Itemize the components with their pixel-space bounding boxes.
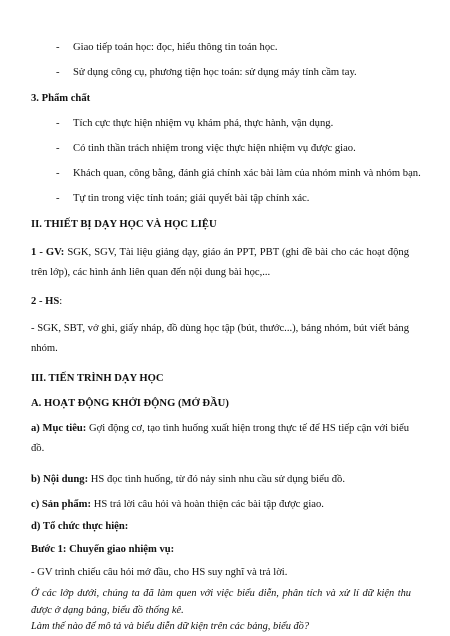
bullet-dash: - <box>56 168 60 179</box>
step-heading: Bước 1: Chuyển giao nhiệm vụ: <box>31 544 175 555</box>
text-content: HS đọc tình huống, từ đó nảy sinh nhu cầu sử dụng biểu đồ. <box>90 474 346 485</box>
bullet-text: Có tinh thần trách nhiệm trong việc thực hiện nhiệm vụ được giao. <box>73 143 356 154</box>
bullet-text: Tích cực thực hiện nhiệm vụ khám phá, thực hành, vận dụng. <box>73 118 334 129</box>
paragraph-gv <box>31 243 409 283</box>
bullet-dash: - <box>56 67 60 78</box>
bullet-dash: - <box>56 143 60 154</box>
italic-question: Làm thế nào để mô tả và biểu diễn dữ kiện trên các bảng, biểu đồ? <box>31 621 310 632</box>
step-text: - GV trình chiếu câu hỏi mở đầu, cho HS suy nghĩ và trả lời. <box>31 567 288 578</box>
bullet-dash: - <box>56 42 60 53</box>
label-organization: d) Tổ chức thực hiện: <box>31 521 129 532</box>
bullet-dash: - <box>56 118 60 129</box>
section-heading: II. THIẾT BỊ DẠY HỌC VÀ HỌC LIỆU <box>31 219 217 230</box>
italic-paragraph: Ở các lớp dưới, chúng ta đã làm quen với việc biểu diễn, phân tích và xử lí dữ kiện thu được ở dạng bảng, biểu đồ thống kê. <box>31 588 411 616</box>
paragraph-hs-label <box>31 292 409 312</box>
paragraph-objective <box>31 419 409 459</box>
bullet-text: Tự tin trong việc tính toán; giải quyết bài tập chính xác. <box>73 193 310 204</box>
section-heading: III. TIẾN TRÌNH DẠY HỌC <box>31 373 164 384</box>
label-hs: 2 - HS <box>31 296 60 307</box>
bullet-text: Giao tiếp toán học: đọc, hiểu thông tin toán học. <box>73 42 278 53</box>
text-objective: Gợi động cơ, tạo tình huống xuất hiện trong thực tế để HS tiếp cận với biểu đồ. <box>31 423 409 454</box>
bullet-text: Sử dụng công cụ, phương tiện học toán: sử dụng máy tính cầm tay. <box>73 67 357 78</box>
label-hs-colon: : <box>59 296 63 307</box>
label-objective: a) Mục tiêu: <box>31 423 87 434</box>
text-gv: SGK, SGV, Tài liệu giảng dạy, giáo án PPT, PBT (ghi đề bài cho các hoạt động trên lớp), các hình ảnh liên quan đến nội dung bài học,... <box>31 247 409 278</box>
label-product: c) Sản phẩm: <box>31 499 92 510</box>
label-gv: 1 - GV: <box>31 247 65 258</box>
paragraph-hs: - SGK, SBT, vở ghi, giấy nháp, đồ dùng học tập (bút, thước...), bảng nhóm, bút viết bảng nhóm. <box>31 323 409 354</box>
section-heading: 3. Phẩm chất <box>31 93 91 104</box>
paragraph-product <box>31 495 409 515</box>
label-content: b) Nội dung: <box>31 474 89 485</box>
text-product: HS trả lời câu hỏi và hoàn thiện các bài tập được giao. <box>93 499 324 510</box>
bullet-text: Khách quan, công bằng, đánh giá chính xác bài làm của nhóm mình và nhóm bạn. <box>73 168 421 179</box>
bullet-dash: - <box>56 193 60 204</box>
paragraph-content <box>31 470 409 490</box>
sub-heading: A. HOẠT ĐỘNG KHỞI ĐỘNG (MỞ ĐẦU) <box>31 398 229 409</box>
